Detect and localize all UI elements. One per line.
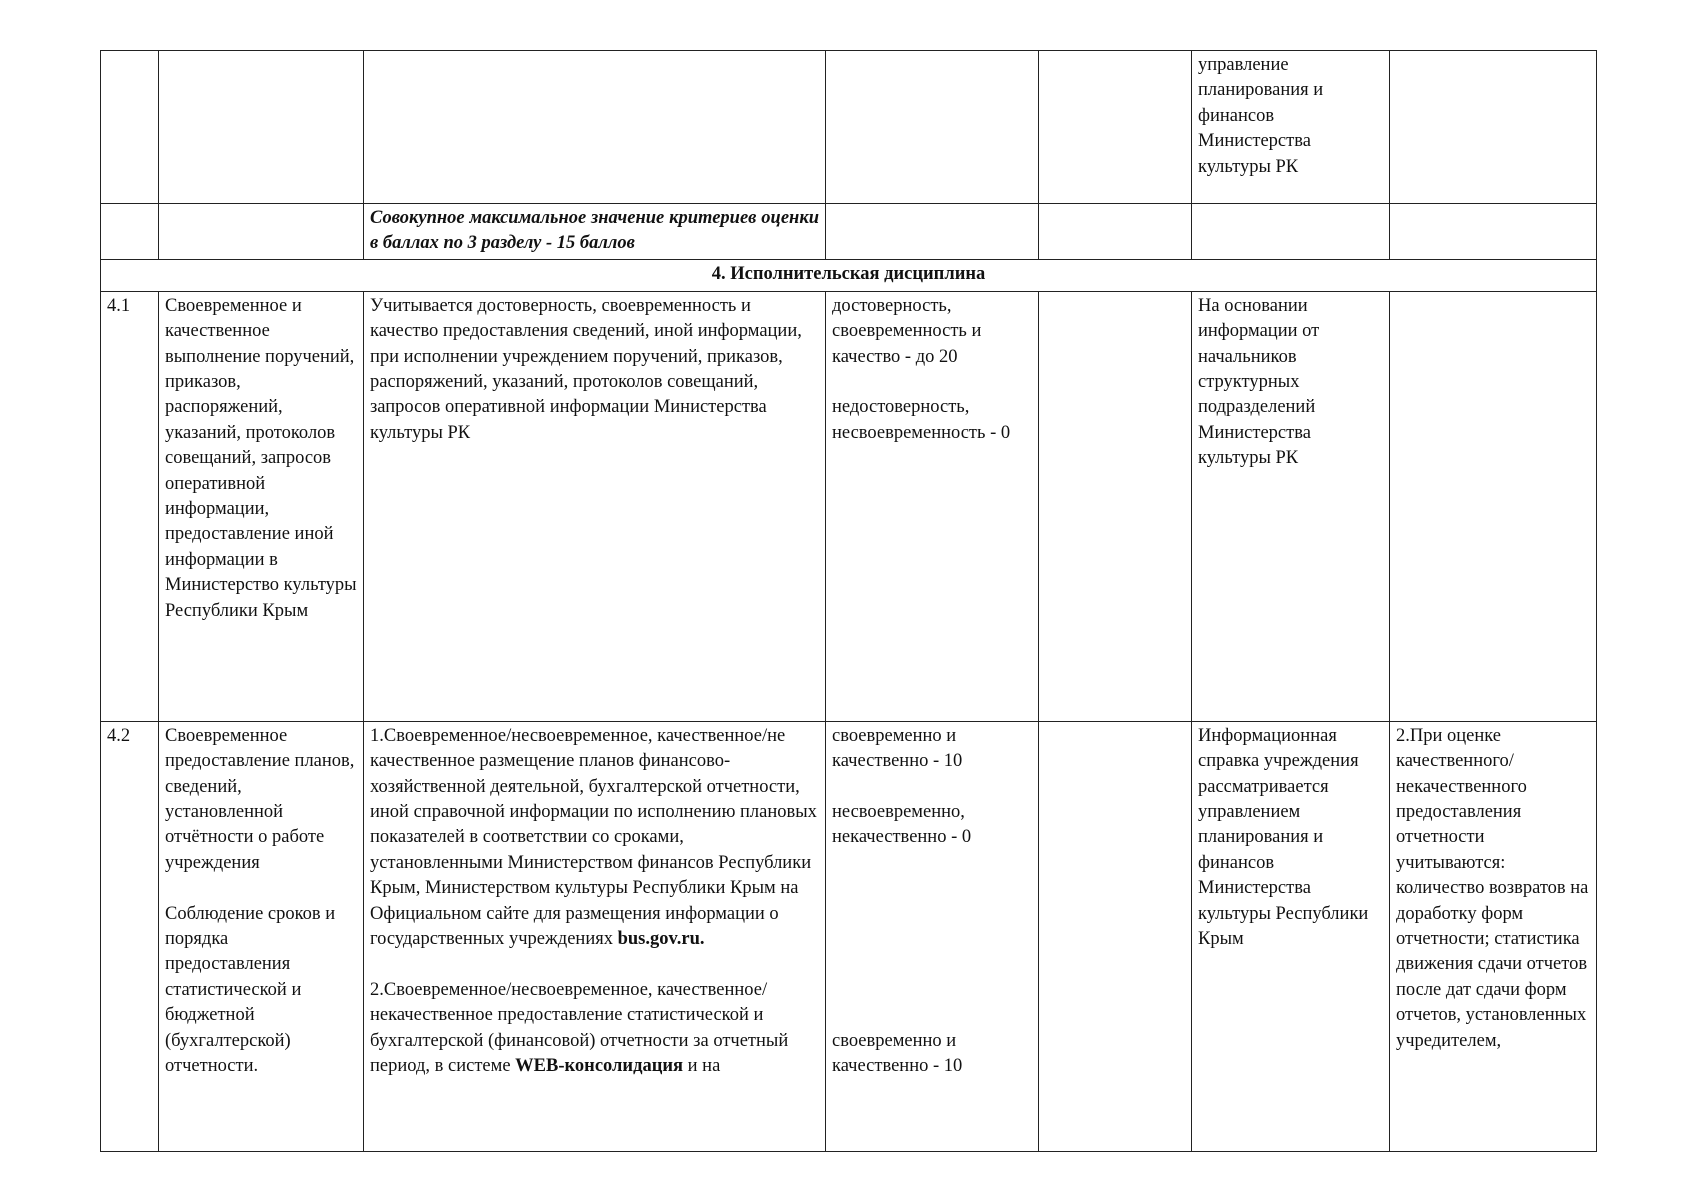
cell-empty — [1192, 204, 1390, 260]
cell-empty — [1039, 721, 1192, 1151]
cell-empty — [159, 204, 364, 260]
system-name: WEB-консолидация — [515, 1056, 684, 1077]
cell-empty — [1039, 204, 1192, 260]
row-number: 4.2 — [101, 721, 159, 1151]
section-title: 4. Исполнительская дисциплина — [101, 259, 1597, 291]
criterion-source: На основании информации от начальников структурных подразделений Министерства культуры РК — [1192, 291, 1390, 721]
cell-empty — [1039, 291, 1192, 721]
cell-responsible-unit: управление планирования и финансов Министерства культуры РК — [1192, 51, 1390, 204]
criterion-source: Информационная справка учреждения рассматривается управлением планирования и финансов Министерства культуры Республики Крым — [1192, 721, 1390, 1151]
score-line: недостоверность, несвоевременность - 0 — [832, 397, 1011, 443]
website-name: bus.gov.ru. — [617, 929, 705, 950]
criterion-note: 2.При оценке качественного/некачественного предоставления отчетности учитываются: количество возвратов на доработку форм отчетности; статистика движения сдачи отчетов после дат сдачи форм отчетов, установленных учредителем, — [1390, 721, 1597, 1151]
criterion-name-part: Соблюдение сроков и порядка предоставления статистической и бюджетной (бухгалтерской) отчетности. — [165, 903, 336, 1077]
row-number: 4.1 — [101, 291, 159, 721]
cell-empty — [1039, 51, 1192, 204]
criterion-score — [826, 721, 1039, 1151]
spacer — [370, 952, 819, 977]
table-row-4-2 — [101, 721, 1597, 1151]
spacer — [832, 370, 1032, 395]
criterion-name-part: Своевременное предоставление планов, сведений, установленной отчётности о работе учреждения — [165, 725, 355, 873]
criterion-description: Учитывается достоверность, своевременность и качество предоставления сведений, иной информации, при исполнении учреждением поручений, приказов, распоряжений, указаний, протоколов совещаний, запросов оперативной информации Министерства культуры РК — [364, 291, 826, 721]
description-part: и на — [687, 1056, 721, 1077]
score-line: несвоевременно, некачественно - 0 — [832, 802, 972, 848]
cell-empty — [1390, 291, 1597, 721]
cell-empty — [101, 204, 159, 260]
criterion-score — [826, 291, 1039, 721]
score-line: своевременно и качественно - 10 — [832, 725, 963, 772]
criterion-name: Своевременное и качественное выполнение поручений, приказов, распоряжений, указаний, протоколов совещаний, запросов оперативной информации, предоставление иной информации в Министерство культуры Республики Крым — [159, 291, 364, 721]
table-row-section — [101, 259, 1597, 291]
cell-empty — [101, 51, 159, 204]
criterion-name — [159, 721, 364, 1151]
spacer — [165, 876, 357, 901]
cell-empty — [826, 51, 1039, 204]
score-line: достоверность, своевременность и качество - до 20 — [832, 295, 982, 367]
cell-empty — [1390, 204, 1597, 260]
criteria-table — [100, 50, 1597, 1152]
table-row-summary — [101, 204, 1597, 260]
table-row-4-1 — [101, 291, 1597, 721]
summary-text: Совокупное максимальное значение критериев оценки в баллах по 3 разделу - 15 баллов — [364, 204, 826, 260]
cell-empty — [826, 204, 1039, 260]
cell-empty — [159, 51, 364, 204]
criterion-description — [364, 721, 826, 1151]
cell-empty — [364, 51, 826, 204]
cell-empty — [1390, 51, 1597, 204]
spacer — [832, 775, 1032, 800]
table-row-top — [101, 51, 1597, 204]
score-line: своевременно и качественно - 10 — [832, 1030, 963, 1077]
description-part: 1.Своевременное/несвоевременное, качественное/не качественное размещение планов финансово-хозяйственной деятельной, бухгалтерской отчетности, иной справочной информации по исполнению плановых показателей в соответствии со сроками, установленными Министерством финансов Республики Крым, Министерством культуры Республики Крым на Официальном сайте для размещения информации о государственных учреждениях — [370, 725, 817, 950]
spacer — [832, 851, 1032, 1029]
description-part: 2.Своевременное/несвоевременное, качественное/некачественное предоставление статистической и бухгалтерской (финансовой) отчетности за отчетный период, в системе — [370, 979, 789, 1077]
